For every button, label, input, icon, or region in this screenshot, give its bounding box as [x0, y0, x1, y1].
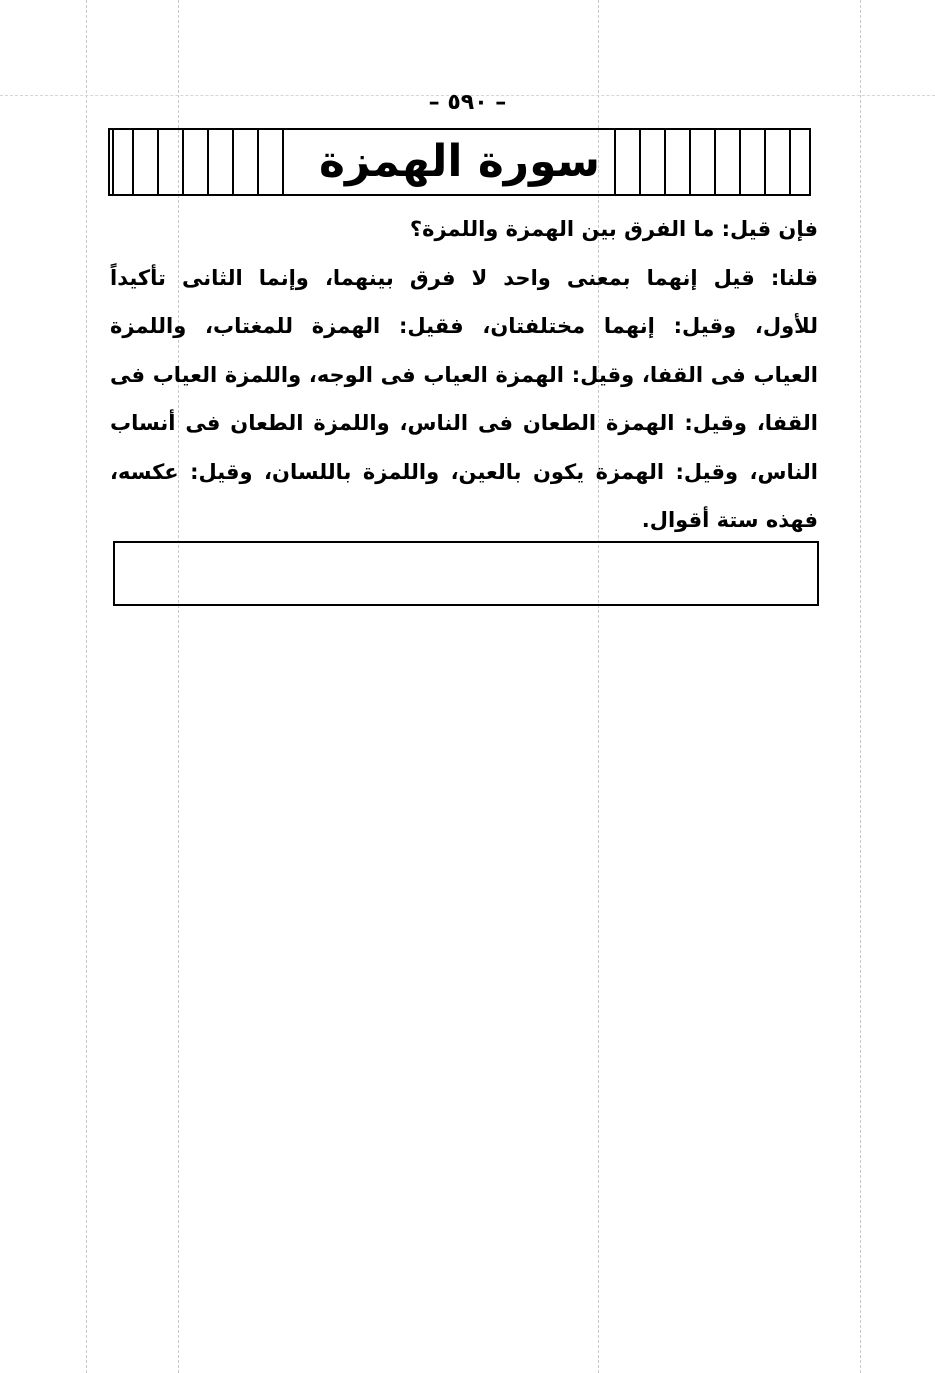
- commentary-text: [110, 205, 818, 545]
- decorative-stripes-left: [110, 130, 305, 194]
- page-number: – ٥٩٠ –: [428, 90, 507, 115]
- surah-title: سورة الهمزة: [319, 136, 600, 187]
- answer-line: قلنا: قيل إنهما بمعنى واحد لا فرق بينهما، وإنما الثانى تأكيداً: [110, 265, 818, 290]
- scan-guide-line: [86, 0, 87, 1373]
- section-end-box: [113, 541, 819, 606]
- decorative-stripes-right: [614, 130, 809, 194]
- answer-line: الناس، وقيل: الهمزة يكون بالعين، واللمزة باللسان، وقيل: عكسه،: [110, 459, 818, 484]
- answer-line: القفا، وقيل: الهمزة الطعان فى الناس، واللمزة الطعان فى أنساب: [110, 411, 818, 435]
- question-line: فإن قيل: ما الفرق بين الهمزة واللمزة؟: [409, 217, 818, 241]
- answer-line: العياب فى القفا، وقيل: الهمزة العياب فى الوجه، واللمزة العياب فى: [110, 362, 818, 387]
- answer-line: فهذه ستة أقوال.: [641, 508, 818, 532]
- surah-title-banner: [108, 128, 811, 196]
- answer-line: للأول، وقيل: إنهما مختلفتان، فقيل: الهمزة للمغتاب، واللمزة: [110, 314, 818, 338]
- scan-guide-line: [860, 0, 861, 1373]
